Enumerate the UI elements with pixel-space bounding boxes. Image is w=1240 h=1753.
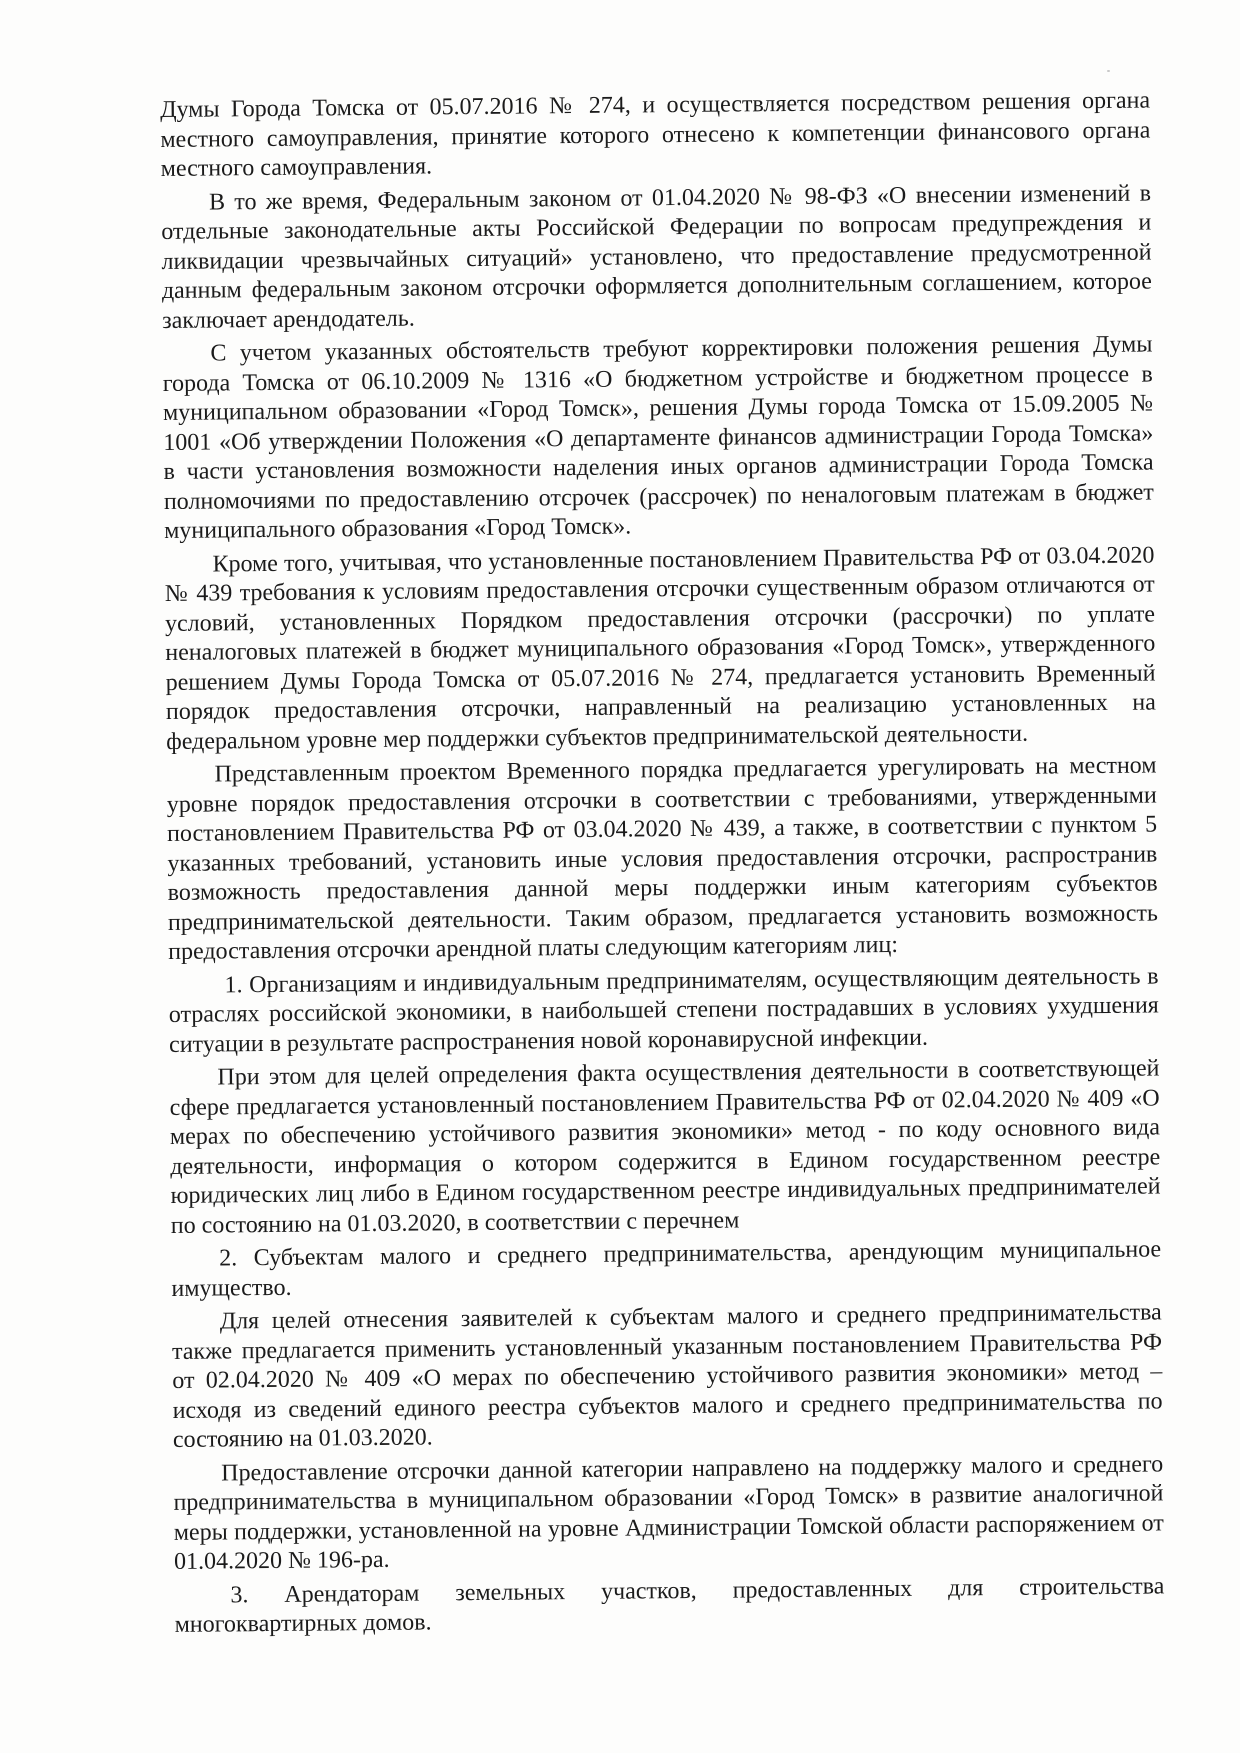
document-body [160,86,1165,1640]
scan-speck [1107,70,1110,72]
list-item-2: 2. Субъектам малого и среднего предпринимательства, арендующим муниципальное имущество. [171,1236,1162,1302]
paragraph-continuation: Думы Города Томска от 05.07.2016 № 274, и осуществляется посредством решения органа местного самоуправления, принятие которого отнесено к компетенции финансового органа местного самоуправления. [160,87,1151,182]
paragraph-sme-method: Для целей отнесения заявителей к субъектам малого и среднего предпринимательства также предлагается применить установленный указанным постановлением Правительства РФ от 02.04.2020 № 409 «О мерах по обеспечению устойчивого развития экономики» метод – исходя из сведений единого реестра субъектов малого и среднего предпринимательства по состоянию на 01.03.2020. [171,1299,1163,1453]
paragraph-activity-method: При этом для целей определения факта осуществления деятельности в соответствующей сфере предлагается установленный постановлением Правительства РФ от 02.04.2020 № 409 «О мерах по обеспечению устойчивого развития экономики» метод - по коду основного вида деятельности, информация о котором содержится в Едином государственном реестре юридических лиц либо в Едином государственном реестре индивидуальных предпринимателей по состоянию на 01.03.2020, в соответствии с перечнем [169,1055,1161,1239]
list-item-3: 3. Арендаторам земельных участков, предоставленных для строительства многоквартирных домов. [174,1572,1165,1638]
paragraph-federal-law: В то же время, Федеральным законом от 01.04.2020 № 98-ФЗ «О внесении изменений в отдельные законодательные акты Российской Федерации по вопросам предупреждения и ликвидации чрезвычайных ситуаций» установлено, что предоставление предусмотренной данным федеральным законом отсрочки оформляется дополнительным соглашением, которое заключает арендодатель. [161,179,1152,334]
paragraph-temporary-procedure: Кроме того, учитывая, что установленные постановлением Правительства РФ от 03.04.2020 № 439 требования к условиям предоставления отсрочки существенным образом отличаются от условий, установленных Порядком предоставления отсрочки (рассрочки) по уплате неналоговых платежей в бюджет муниципального образования «Город Томск», утвержденного решением Думы Города Томска от 05.07.2016 № 274, предлагается установить Временный порядок предоставления отсрочки, направленный на реализацию установленных на федеральном уровне мер поддержки субъектов предпринимательской деятельности. [164,541,1156,755]
paragraph-draft-proposal: Представленным проектом Временного порядка предлагается урегулировать на местном уровне порядок предоставления отсрочки в соответствии с требованиями, утвержденными постановлением Правительства РФ от 03.04.2020 № 439, а также, в соответствии с пунктом 5 указанных требований, установить иные условия предоставления отсрочки, распространив возможность предоставления данной меры поддержки иным категориям субъектов предпринимательской деятельности. Таким образом, предлагается установить возможность предоставления отсрочки арендной платы следующим категориям лиц: [166,752,1159,965]
paragraph-sme-support: Предоставление отсрочки данной категории направлено на поддержку малого и среднего предпринимательства в муниципальном образовании «Город Томск» в развитие аналогичной меры поддержки, установленной на уровне Администрации Томской области распоряжением от 01.04.2020 № 196-ра. [173,1450,1164,1575]
list-item-1: 1. Организациям и индивидуальным предпринимателям, осуществляющим деятельность в отраслях российской экономики, в наибольшей степени пострадавших в условиях ухудшения ситуации в результате распространения новой коронавирусной инфекции. [168,962,1159,1058]
paragraph-corrections: С учетом указанных обстоятельств требуют корректировки положения решения Думы города Томска от 06.10.2009 № 1316 «О бюджетном устройстве и бюджетном процессе в муниципальном образовании «Город Томск», решения Думы города Томска от 15.09.2005 № 1001 «Об утверждении Положения «О департаменте финансов администрации Города Томска» в части установления возможности наделения иных органов администрации Города Томска полномочиями по предоставлению отсрочек (рассрочек) по неналоговым платежам в бюджет муниципального образования «Город Томск». [162,331,1154,544]
